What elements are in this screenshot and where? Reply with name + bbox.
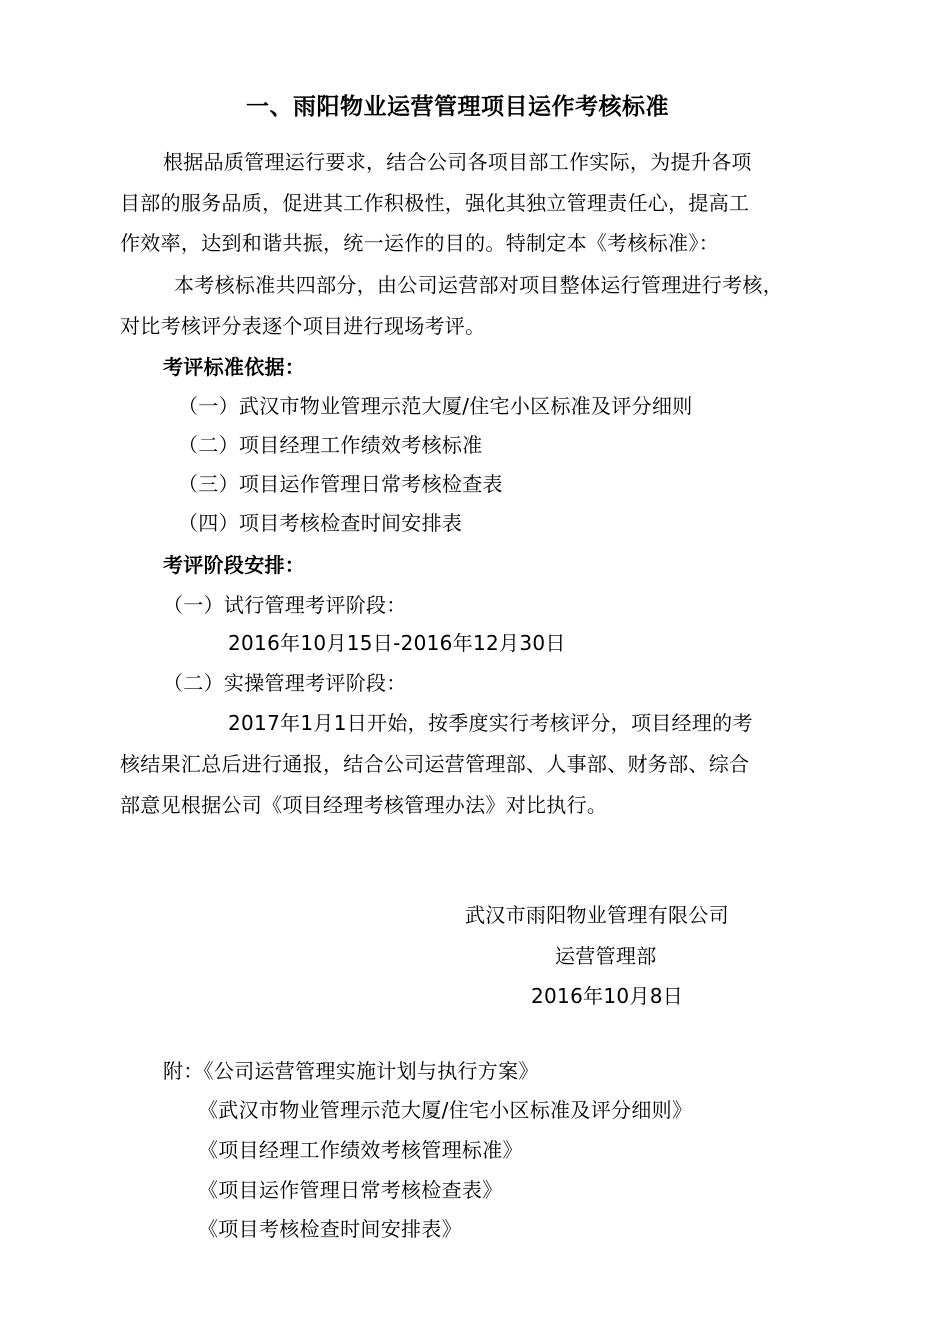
attachment-item-4: 《项目考核检查时间安排表》: [198, 1217, 462, 1241]
attachment-item-1: 《武汉市物业管理示范大厦/住宅小区标准及评分细则》: [198, 1098, 693, 1122]
basis-item-2: （二）项目经理工作绩效考核标准: [178, 433, 483, 457]
stages-heading: 考评阶段安排：: [163, 553, 306, 577]
trial-stage-period: 2016年10月15日-2016年12月30日: [228, 631, 566, 655]
basis-item-4: （四）项目考核检查时间安排表: [178, 511, 463, 535]
actual-stage-label: （二）实操管理考评阶段：: [163, 671, 407, 695]
signature-department: 运营管理部: [555, 944, 657, 968]
scope-line-1: 本考核标准共四部分，由公司运营部对项目整体运行管理进行考核，: [174, 273, 783, 297]
actual-stage-line-1: 2017年1月1日开始，按季度实行考核评分，项目经理的考: [228, 711, 753, 735]
trial-stage-label: （一）试行管理考评阶段：: [163, 593, 407, 617]
intro-line-3: 作效率，达到和谐共振，统一运作的目的。特制定本《考核标准》：: [120, 231, 719, 255]
intro-line-1: 根据品质管理运行要求，结合公司各项目部工作实际，为提升各项: [163, 150, 752, 174]
document-title: 一、雨阳物业运营管理项目运作考核标准: [246, 94, 669, 120]
signature-date: 2016年10月8日: [531, 984, 684, 1008]
attachment-item-3: 《项目运作管理日常考核检查表》: [198, 1178, 503, 1202]
basis-item-3: （三）项目运作管理日常考核检查表: [178, 472, 503, 496]
signature-company: 武汉市雨阳物业管理有限公司: [465, 903, 729, 927]
attachment-item-2: 《项目经理工作绩效考核管理标准》: [198, 1138, 523, 1162]
basis-heading: 考评标准依据：: [163, 355, 306, 379]
actual-stage-line-2: 核结果汇总后进行通报，结合公司运营管理部、人事部、财务部、综合: [120, 752, 750, 776]
actual-stage-line-3: 部意见根据公司《项目经理考核管理办法》对比执行。: [120, 793, 608, 817]
intro-line-2: 目部的服务品质，促进其工作积极性，强化其独立管理责任心，提高工: [120, 191, 750, 215]
attachment-intro: 附：《公司运营管理实施计划与执行方案》: [163, 1059, 539, 1083]
scope-line-2: 对比考核评分表逐个项目进行现场考评。: [120, 314, 486, 338]
basis-item-1: （一）武汉市物业管理示范大厦/住宅小区标准及评分细则: [178, 394, 693, 418]
